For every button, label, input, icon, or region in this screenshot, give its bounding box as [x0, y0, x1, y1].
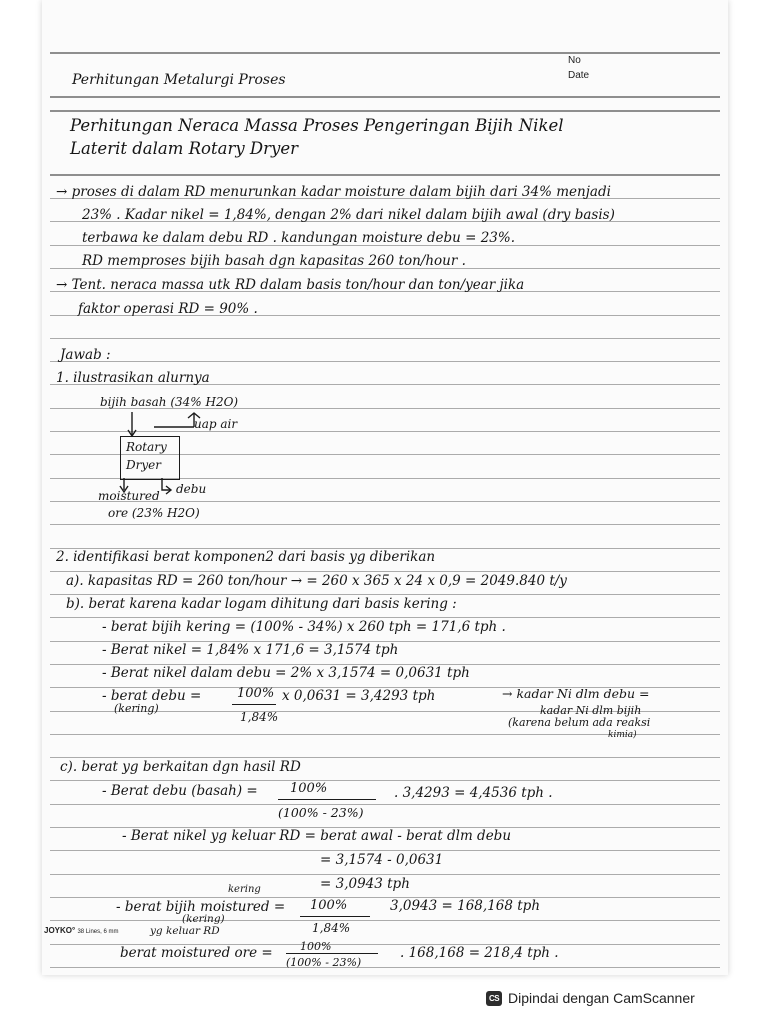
calc-b: b). berat karena kadar logam dihitung dari basis kering : [66, 596, 457, 612]
dust-label: debu [176, 482, 207, 496]
fraction-line [286, 953, 378, 954]
dryer-label-2: Dryer [126, 458, 161, 472]
problem-line-5: → Tent. neraca massa utk RD dalam basis ton/hour dan ton/year jika [56, 277, 525, 293]
calc-c3-den: 1,84% [312, 921, 351, 935]
calc-b4-rhs: x 0,0631 = 3,4293 tph [282, 688, 436, 704]
answer-heading: Jawab : [60, 347, 111, 363]
ruled-line [50, 757, 720, 758]
calc-c4-den: (100% - 23%) [286, 956, 362, 969]
fraction-line [300, 916, 370, 917]
problem-line-4: RD memproses bijih basah dgn kapasitas 260 ton/hour . [82, 253, 466, 269]
calc-c4-num: 100% [300, 940, 332, 953]
ruled-line [50, 780, 720, 781]
product-label-1: moistured [98, 489, 160, 503]
calc-c1-lhs: - Berat debu (basah) = [102, 783, 258, 799]
ruled-line [50, 850, 720, 851]
problem-line-1: → proses di dalam RD menurunkan kadar moisture dalam bijih dari 34% menjadi [56, 184, 611, 200]
calc-c1-den: (100% - 23%) [278, 805, 364, 820]
ruled-line [50, 52, 720, 54]
ruled-line [50, 338, 720, 339]
calc-c3-lhs: - berat bijih moistured = [116, 899, 286, 915]
calc-b1: - berat bijih kering = (100% - 34%) x 260 tph = 171,6 tph . [102, 619, 506, 635]
calc-b4-note-2: kadar Ni dlm bijih [540, 704, 642, 717]
ruled-line [50, 617, 720, 618]
calc-b2: - Berat nikel = 1,84% x 171,6 = 3,1574 tph [102, 642, 399, 658]
ruled-line [50, 897, 720, 898]
calc-c3-sub-2: yg keluar RD [150, 925, 220, 937]
ruled-line [50, 96, 720, 98]
calc-a: a). kapasitas RD = 260 ton/hour → = 260 x 365 x 24 x 0,9 = 2049.840 t/y [66, 573, 567, 589]
ruled-line [50, 174, 720, 176]
camscanner-watermark [486, 990, 695, 1006]
product-label-2: ore (23% H2O) [108, 506, 200, 520]
ruled-line [50, 361, 720, 362]
calc-b4-note-1: → kadar Ni dlm debu = [502, 686, 650, 701]
calc-b4-note-4: kimia) [608, 730, 637, 740]
ruled-line [50, 524, 720, 525]
camscanner-icon: CS [486, 991, 502, 1006]
problem-line-2: 23% . Kadar nikel = 1,84%, dengan 2% dari nikel dalam bijih awal (dry basis) [82, 207, 615, 223]
calc-b3: - Berat nikel dalam debu = 2% x 3,1574 = 0,0631 tph [102, 665, 470, 681]
calc-b4-den: 1,84% [240, 710, 279, 724]
ruled-line [50, 804, 720, 805]
calc-c2b: = 3,1574 - 0,0631 [320, 852, 444, 868]
calc-b4-num: 100% [237, 686, 275, 701]
dryer-label-1: Rotary [126, 440, 167, 454]
calc-b4-lhs: - berat debu = [102, 688, 202, 704]
notebook-brand: JOYKO° 38 Lines, 6 mm [44, 926, 119, 935]
calc-c4-rhs: . 168,168 = 218,4 tph . [400, 945, 559, 961]
calc-b4-sub: (kering) [114, 702, 159, 715]
fraction-line [278, 799, 376, 800]
calc-c1-num: 100% [290, 781, 328, 796]
calc-c2: - Berat nikel yg keluar RD = berat awal - berat dlm debu [122, 828, 512, 844]
step-2-heading: 2. identifikasi berat komponen2 dari basis yg diberikan [56, 549, 436, 565]
vapor-label: uap air [194, 417, 238, 431]
ruled-line [50, 874, 720, 875]
page-subtitle: Laterit dalam Rotary Dryer [70, 139, 299, 158]
calc-b4-note-3: (karena belum ada reaksi [508, 716, 651, 729]
feed-label: bijih basah (34% H2O) [100, 395, 239, 409]
calc-c1-rhs: . 3,4293 = 4,4536 tph . [394, 785, 553, 801]
no-label: No [568, 55, 581, 66]
calc-c3-over: kering [228, 884, 261, 895]
calc-c3-num: 100% [310, 898, 348, 913]
notebook-page [42, 0, 728, 975]
problem-line-6: faktor operasi RD = 90% . [78, 301, 258, 317]
ruled-line [50, 571, 720, 572]
ruled-line [50, 110, 720, 112]
calc-c: c). berat yg berkaitan dgn hasil RD [60, 759, 301, 775]
page-title: Perhitungan Neraca Massa Proses Pengeringan Bijih Nikel [70, 116, 564, 135]
ruled-line [50, 967, 720, 968]
fraction-line [232, 704, 276, 705]
date-label: Date [568, 70, 590, 81]
problem-line-3: terbawa ke dalam debu RD . kandungan moisture debu = 23%. [82, 230, 516, 246]
calc-c4-lhs: berat moistured ore = [120, 945, 273, 961]
step-1-heading: 1. ilustrasikan alurnya [56, 370, 210, 386]
ruled-line [50, 920, 720, 921]
camscanner-text: Dipindai dengan CamScanner [508, 990, 695, 1006]
calc-c3-rhs: 3,0943 = 168,168 tph [390, 898, 541, 914]
course-title: Perhitungan Metalurgi Proses [72, 72, 286, 88]
calc-c3-sub-1: (kering) [182, 913, 225, 925]
calc-c2c: = 3,0943 tph [320, 876, 410, 892]
ruled-line [50, 594, 720, 595]
